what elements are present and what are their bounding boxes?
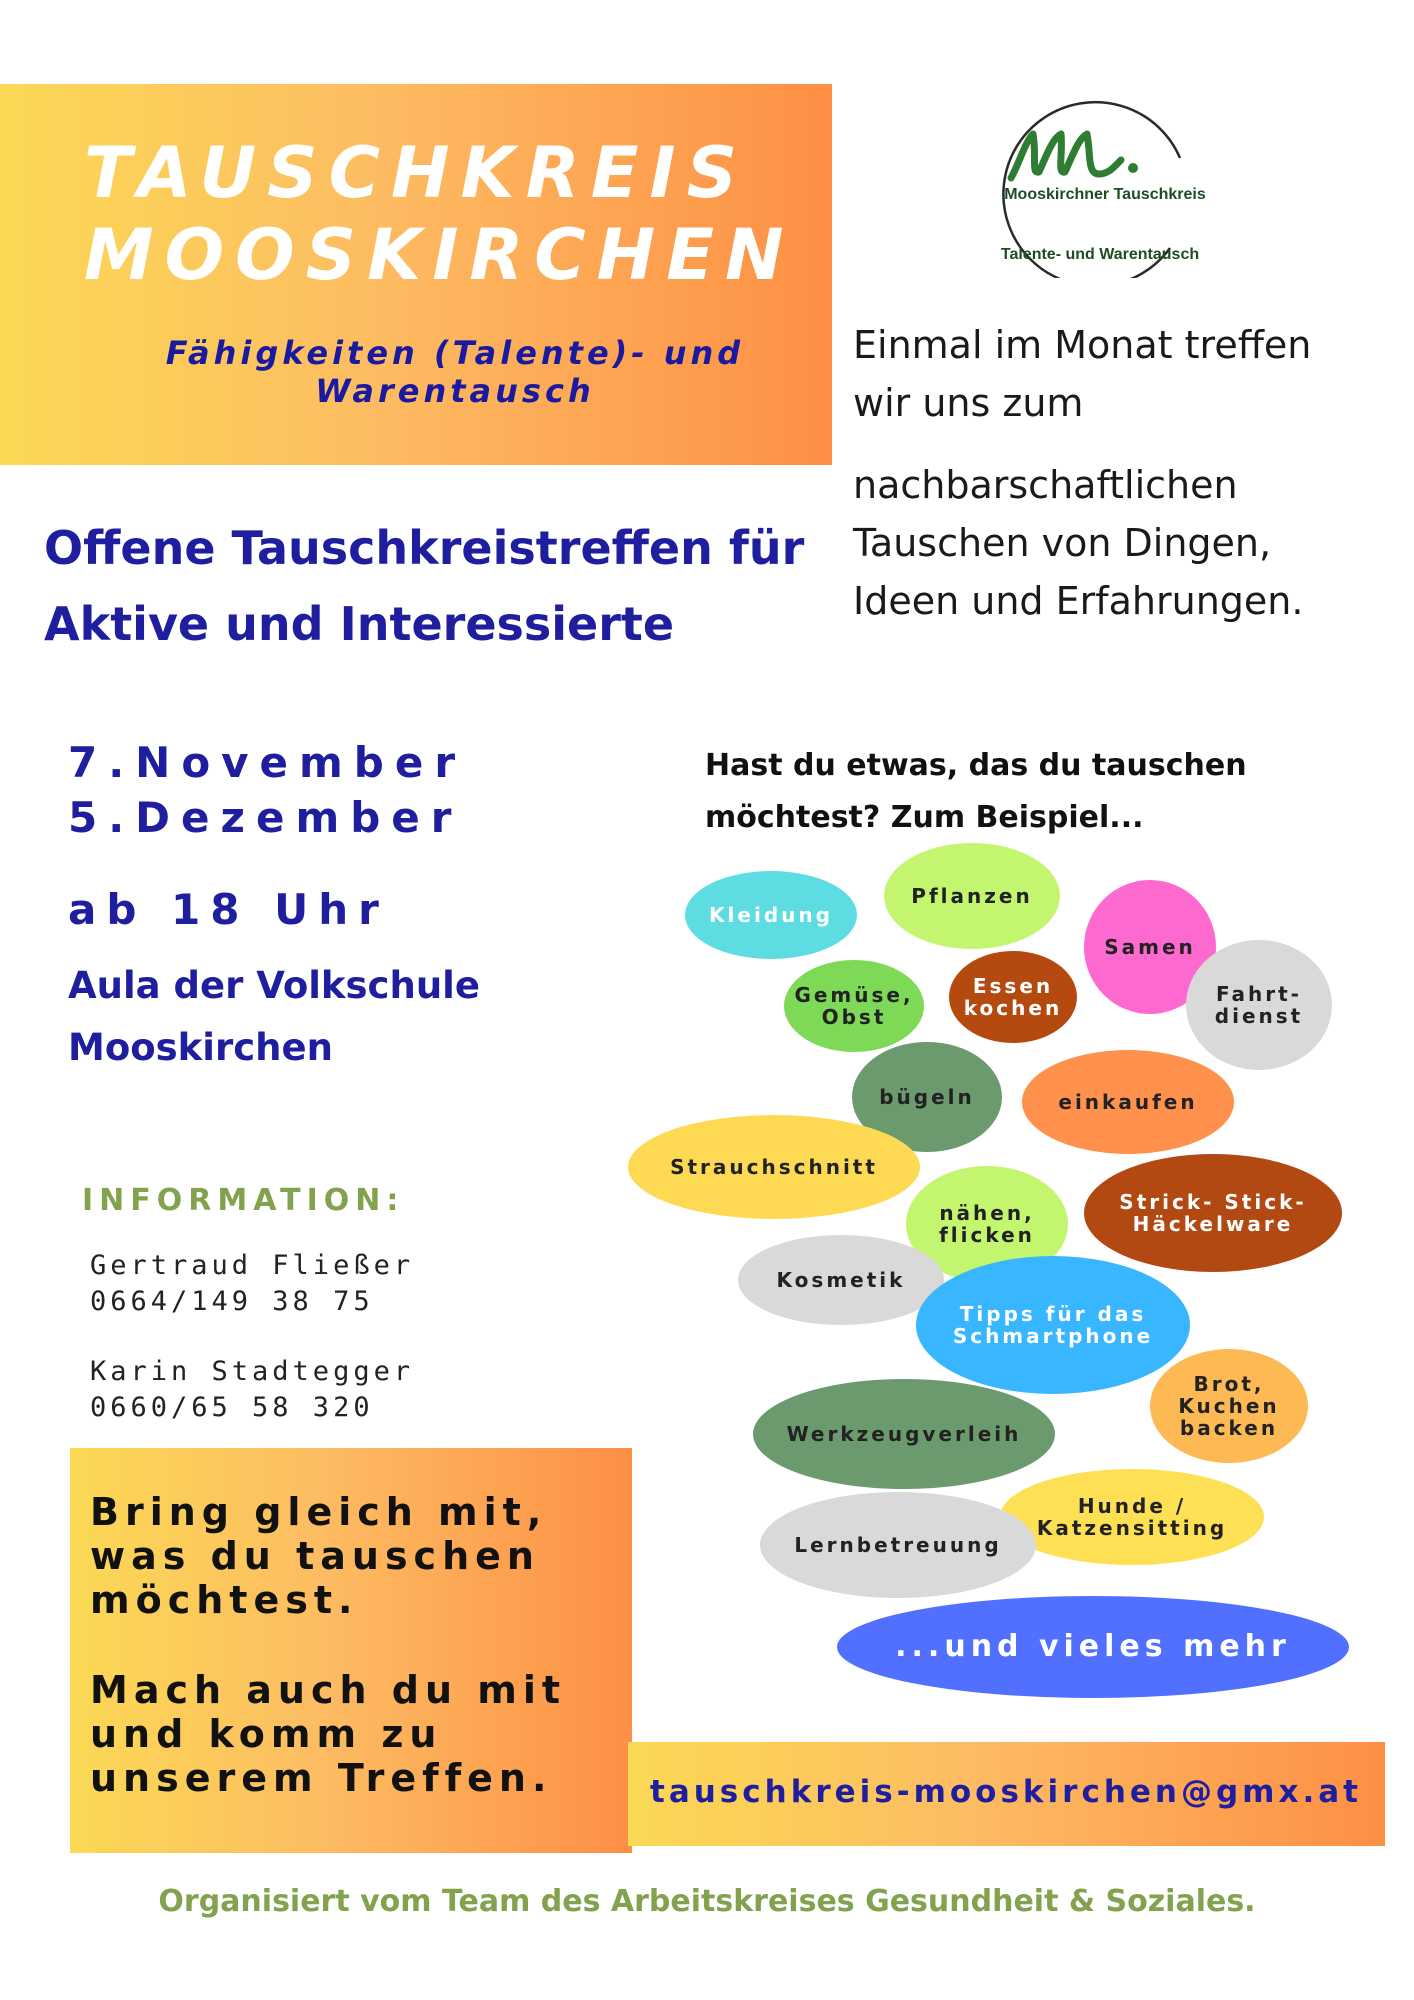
example-bubble bbox=[949, 951, 1077, 1043]
poster-subtitle: Fähigkeiten (Talente)- und Warentausch bbox=[165, 334, 745, 410]
example-bubble-label: Samen bbox=[1104, 935, 1196, 959]
example-bubble-label: Strauchschnitt bbox=[670, 1155, 878, 1179]
call-to-action-2: Mach auch du mit und komm zu unserem Treffen. bbox=[90, 1668, 567, 1800]
poster-title-line2: MOOSKIRCHEN bbox=[84, 214, 795, 296]
open-meetings-heading: Offene Tauschkreistreffen für Aktive und Interessierte bbox=[44, 521, 805, 651]
poster-title-line1: TAUSCHKREIS bbox=[84, 132, 748, 214]
call-to-action-1: Bring gleich mit, was du tauschen möchtest. bbox=[90, 1490, 548, 1622]
example-bubble-label: Hunde / Katzensitting bbox=[1036, 1494, 1228, 1540]
event-time: ab 18 Uhr bbox=[68, 885, 389, 934]
logo-name: Mooskirchner Tauschkreis bbox=[1004, 186, 1206, 203]
example-bubble-label: einkaufen bbox=[1058, 1090, 1198, 1114]
example-bubble bbox=[1186, 940, 1332, 1070]
examples-heading: Hast du etwas, das du tauschen möchtest? Zum Beispiel... bbox=[705, 748, 1247, 835]
example-bubble bbox=[1022, 1050, 1234, 1154]
example-bubble-label: Kosmetik bbox=[776, 1268, 906, 1292]
intro-text-2: nachbarschaftlichen Tauschen von Dingen, Ideen und Erfahrungen. bbox=[853, 463, 1304, 623]
example-bubble-label: Fahrt- dienst bbox=[1214, 982, 1304, 1028]
contact-phone: 0660/65 58 320 bbox=[90, 1392, 374, 1423]
example-bubble bbox=[784, 960, 924, 1052]
example-bubble bbox=[753, 1379, 1055, 1489]
event-venue: Aula der Volkschule Mooskirchen bbox=[68, 964, 480, 1069]
example-bubble-label: nähen, flicken bbox=[939, 1201, 1035, 1247]
contact-name: Karin Stadtegger bbox=[90, 1356, 415, 1387]
example-bubble-label: Brot, Kuchen backen bbox=[1178, 1372, 1280, 1440]
example-bubble-label: ...und vieles mehr bbox=[895, 1629, 1291, 1664]
example-bubble-label: Pflanzen bbox=[911, 884, 1033, 908]
example-bubble-label: Tipps für das Schmartphone bbox=[952, 1302, 1154, 1348]
example-bubble bbox=[738, 1235, 944, 1325]
intro-text-1: Einmal im Monat treffen wir uns zum bbox=[853, 323, 1312, 425]
example-bubble bbox=[884, 843, 1060, 949]
example-bubble bbox=[1150, 1349, 1308, 1463]
example-bubble bbox=[916, 1256, 1190, 1394]
example-bubble-label: Gemüse, Obst bbox=[794, 983, 914, 1029]
event-date-2: 5.Dezember bbox=[68, 793, 463, 842]
example-bubble-label: Lernbetreuung bbox=[794, 1533, 1002, 1557]
information-heading: INFORMATION: bbox=[82, 1183, 405, 1218]
example-bubble bbox=[1084, 1154, 1342, 1272]
example-bubble bbox=[1000, 1469, 1264, 1565]
contact-phone: 0664/149 38 75 bbox=[90, 1286, 374, 1317]
example-bubble bbox=[760, 1492, 1036, 1598]
example-bubble-label: Essen kochen bbox=[963, 974, 1063, 1020]
example-bubble-label: bügeln bbox=[879, 1085, 975, 1109]
example-bubble bbox=[628, 1115, 920, 1219]
contact-name: Gertraud Fließer bbox=[90, 1250, 415, 1281]
example-bubble bbox=[685, 871, 857, 959]
organizer-footer: Organisiert vom Team des Arbeitskreises Gesundheit & Soziales. bbox=[158, 1884, 1256, 1919]
example-bubble-label: Strick- Stick- Häckelware bbox=[1119, 1190, 1307, 1236]
logo-tagline: Talente- und Warentausch bbox=[1000, 246, 1200, 263]
event-date-1: 7.November bbox=[68, 738, 467, 787]
example-bubble-label: Werkzeugverleih bbox=[786, 1422, 1022, 1446]
example-bubble bbox=[837, 1596, 1349, 1698]
example-bubble-label: Kleidung bbox=[709, 903, 833, 927]
contact-email-link[interactable]: tauschkreis-mooskirchen@gmx.at bbox=[650, 1774, 1362, 1810]
